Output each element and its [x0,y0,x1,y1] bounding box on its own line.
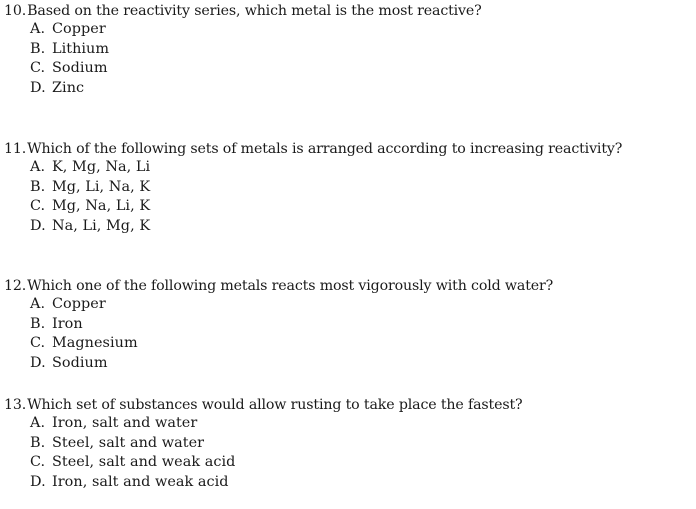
option-text: Steel, salt and weak acid [52,454,236,471]
option-text: Mg, Li, Na, K [52,178,151,195]
option-letter: C. [30,198,46,215]
option-text: Sodium [52,60,108,77]
option-letter: B. [30,315,46,332]
question-text: Based on the reactivity series, which metal is the most reactive? [27,3,482,19]
option-letter: C. [30,335,46,352]
question-stem [4,277,694,295]
option-text: Steel, salt and water [52,434,205,451]
option-text: Lithium [52,40,110,57]
option-a[interactable] [4,414,694,434]
option-b[interactable] [4,315,694,335]
option-letter: D. [30,218,46,235]
option-c[interactable] [4,334,694,354]
option-c[interactable] [4,197,694,217]
option-text: Sodium [52,355,108,372]
option-d[interactable] [4,79,694,99]
option-list [4,414,694,493]
question-12 [4,277,694,374]
question-number: 10. [4,3,27,19]
option-letter: A. [30,296,46,312]
option-text: Copper [52,21,106,37]
option-b[interactable] [4,434,694,454]
option-c[interactable] [4,453,694,473]
option-text: Mg, Na, Li, K [52,198,151,215]
option-letter: D. [30,474,46,491]
option-text: Iron [52,315,83,332]
question-stem [4,140,694,158]
option-text: Iron, salt and water [52,415,198,431]
option-text: Magnesium [52,335,138,352]
option-letter: C. [30,454,46,471]
option-letter: B. [30,178,46,195]
option-list [4,295,694,374]
option-text: Copper [52,296,106,312]
option-letter: B. [30,434,46,451]
question-text: Which of the following sets of metals is arranged according to increasing reactivity? [27,141,623,157]
option-d[interactable] [4,473,694,493]
option-list [4,158,694,237]
option-letter: A. [30,21,46,37]
option-b[interactable] [4,40,694,60]
option-text: Iron, salt and weak acid [52,474,229,491]
option-c[interactable] [4,59,694,79]
question-text: Which set of substances would allow rusting to take place the fastest? [27,397,523,413]
option-letter: A. [30,415,46,431]
option-letter: C. [30,60,46,77]
option-letter: D. [30,355,46,372]
option-list [4,20,694,99]
question-10 [4,2,694,99]
question-number: 13. [4,397,27,413]
question-stem [4,396,694,414]
option-text: Na, Li, Mg, K [52,218,151,235]
option-d[interactable] [4,354,694,374]
option-a[interactable] [4,295,694,315]
option-letter: D. [30,80,46,97]
question-text: Which one of the following metals reacts most vigorously with cold water? [27,278,554,294]
question-number: 11. [4,141,27,157]
question-number: 12. [4,278,27,294]
option-a[interactable] [4,158,694,178]
option-a[interactable] [4,20,694,40]
option-d[interactable] [4,217,694,237]
question-11 [4,140,694,237]
question-stem [4,2,694,20]
option-letter: A. [30,159,46,175]
question-13 [4,396,694,493]
option-letter: B. [30,40,46,57]
option-text: K, Mg, Na, Li [52,159,151,175]
option-text: Zinc [52,80,85,97]
option-b[interactable] [4,178,694,198]
